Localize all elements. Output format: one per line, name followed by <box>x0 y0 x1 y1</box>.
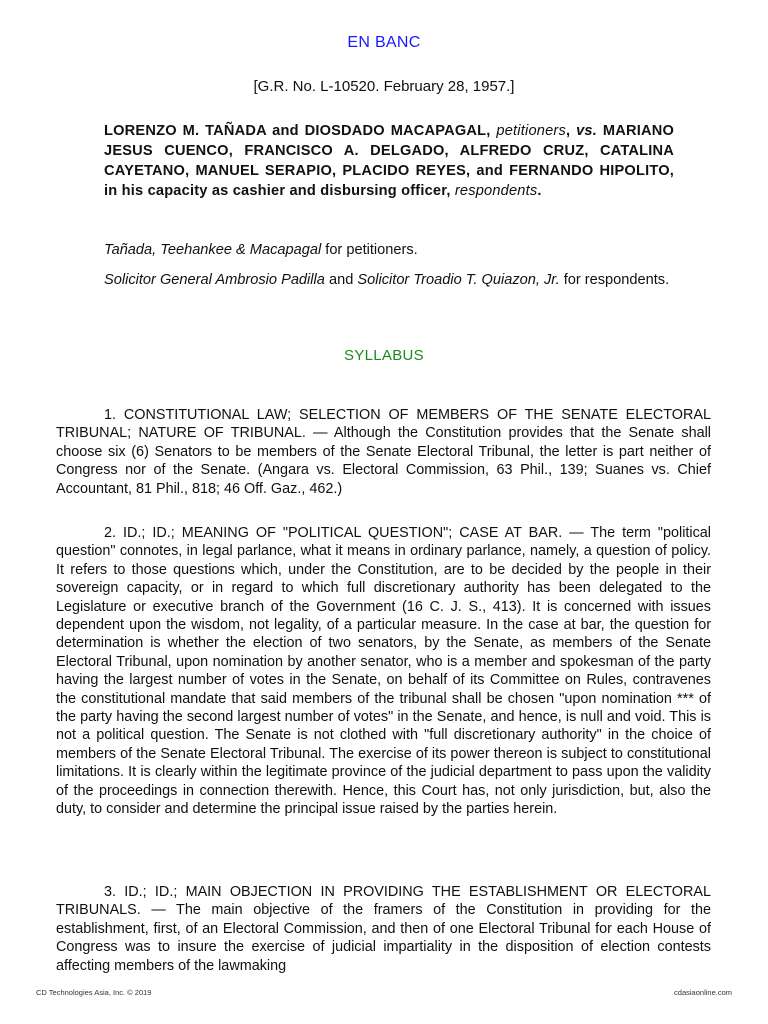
footer-website: cdasiaonline.com <box>674 988 732 997</box>
petitioners-label: petitioners <box>496 123 566 139</box>
footer-copyright: CD Technologies Asia, Inc. © 2019 <box>36 988 152 997</box>
respondents-label: respondents <box>454 183 538 199</box>
case-parties: LORENZO M. TAÑADA and DIOSDADO MACAPAGAL, petitioners, vs. MARIANO JESUS CUENCO, FRANCISCO A. DELGADO, ALFREDO CRUZ, CATALINA CAYETANO, MANUEL SERAPIO, PLACIDO REYES, and FERNANDO HIPOLITO, in his capacity as cashier and disbursing officer, respondents. <box>104 123 674 199</box>
division-heading: EN BANC <box>347 34 421 51</box>
petitioners-counsel-firm: Tañada, Teehankee & Macapagal <box>104 242 322 258</box>
respondents-counsel-suffix: for respondents. <box>563 272 670 288</box>
syllabus-item: 2. ID.; ID.; MEANING OF "POLITICAL QUESTION"; CASE AT BAR. — The term "political question" connotes, in legal parlance, what it means in ordinary parlance, namely, a question of policy. It refers to those questions which, under the Constitution, are to be decided by the people in their sovereign capacity, or in regard to which full discretionary authority has been delegated to the Legislature or executive branch of the Government (16 C. J. S., 413). It is concerned with issues dependent upon the wisdom, not legality, of a particular measure. In the case at bar, the question for determination is whether the election of two senators, by the Senate, as members of the Senate Electoral Tribunal, upon nomination by another senator, who is a member and spokesman of the party having the largest number of votes in the Senate, on behalf of its Committee on Rules, contravenes the constitutional mandate that said members of the tribunal shall be chosen "upon nomination *** of the party having the second largest number of votes" in the Senate, and hence, is null and void. This is not a political question. The Senate is not clothed with "full discretionary authority" in the choice of members of the Senate Electoral Tribunal. The exercise of its power thereon is subject to constitutional limitations. It is clearly within the legitimate province of the judicial department to pass upon the validity of the proceedings in connection therewith. Hence, this Court has, not only jurisdiction, but, also the duty, to consider and determine the principal issue raised by the parties herein. <box>56 525 711 818</box>
respondents-names: MARIANO JESUS CUENCO, FRANCISCO A. DELGADO, ALFREDO CRUZ, CATALINA CAYETANO, MANUEL SERAPIO, PLACIDO REYES, and FERNANDO HIPOLITO, in his capacity as cashier and disbursing officer <box>104 123 674 199</box>
counsel-conjunction: and <box>328 272 354 288</box>
petitioners-names: LORENZO M. TAÑADA and DIOSDADO MACAPAGAL <box>104 123 487 139</box>
versus-label: vs. <box>576 123 597 139</box>
syllabus-heading: SYLLABUS <box>344 347 424 364</box>
respondents-counsel-2: Solicitor Troadio T. Quiazon, Jr. <box>357 272 560 288</box>
respondents-counsel-1: Solicitor General Ambrosio Padilla <box>104 272 325 288</box>
counsel-respondents <box>56 271 711 290</box>
case-number: [G.R. No. L-10520. February 28, 1957.] <box>253 78 515 95</box>
counsel-petitioners <box>56 241 711 260</box>
syllabus-item: 3. ID.; ID.; MAIN OBJECTION IN PROVIDING THE ESTABLISHMENT OR ELECTORAL TRIBUNALS. — The main objective of the framers of the Constitution in providing for the establishment, first, of an Electoral Commission, and then of one Electoral Tribunal for each House of Congress was to insure the exercise of judicial impartiality in the disposition of election contests affecting members of the lawmaking <box>56 884 711 974</box>
petitioners-counsel-suffix: for petitioners. <box>325 242 418 258</box>
syllabus-item: 1. CONSTITUTIONAL LAW; SELECTION OF MEMBERS OF THE SENATE ELECTORAL TRIBUNAL; NATURE OF TRIBUNAL. — Although the Constitution provides that the Senate shall choose six (6) Senators to be members of the Senate Electoral Tribunal, the letter is part neither of Congress nor of the Senate. (Angara vs. Electoral Commission, 63 Phil., 139; Suanes vs. Chief Accountant, 81 Phil., 818; 46 Off. Gaz., 462.) <box>56 407 711 497</box>
